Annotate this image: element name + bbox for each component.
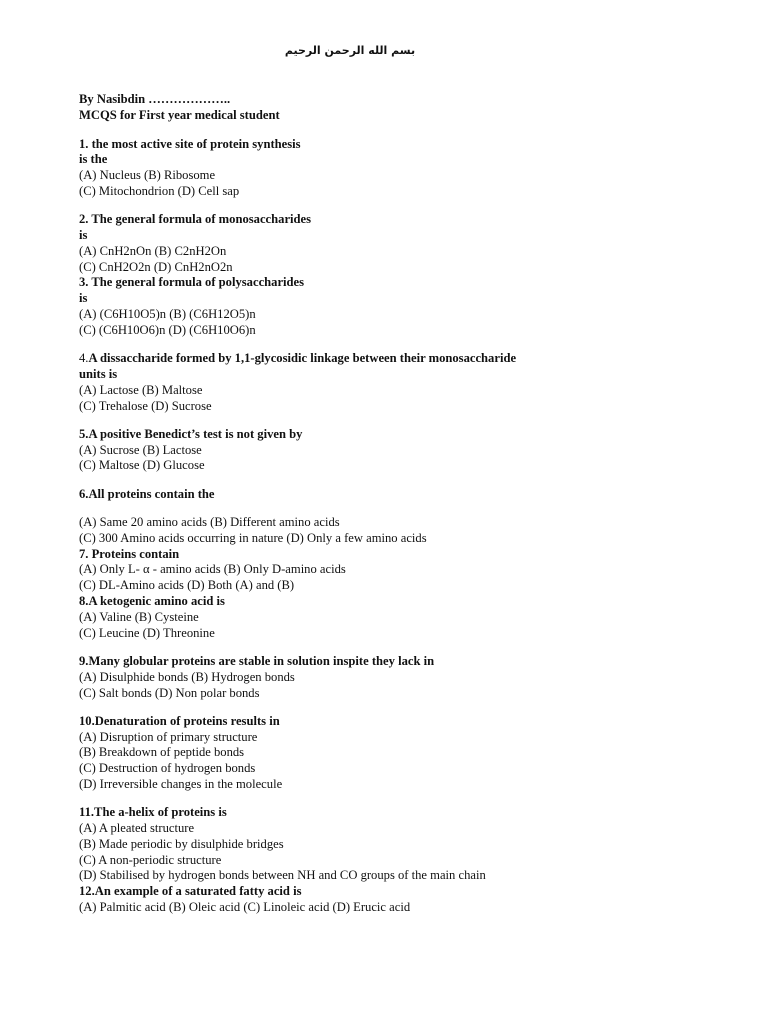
answer-option: (C) Destruction of hydrogen bonds: [79, 761, 256, 776]
question-text: 12.An example of a saturated fatty acid is: [79, 884, 302, 899]
answer-options: (A) Sucrose (B) Lactose: [79, 442, 202, 457]
answer-options: (C) (C6H10O6)n (D) (C6H10O6)n: [79, 322, 256, 337]
answer-options: (C) Leucine (D) Threonine: [79, 625, 215, 640]
question-text: 10.Denaturation of proteins results in: [79, 713, 280, 728]
question-text: 7. Proteins contain: [79, 546, 180, 561]
answer-options: (C) DL-Amino acids (D) Both (A) and (B): [79, 578, 295, 593]
author-line: By Nasibdin ………………..: [79, 92, 231, 106]
bismillah-heading: بسم الله الرحمن الرحيم: [284, 44, 416, 57]
question-2: [79, 212, 749, 275]
question-text: 3. The general formula of polysaccharides: [79, 275, 305, 290]
question-7: [79, 547, 749, 594]
answer-options: (C) CnH2O2n (D) CnH2nO2n: [79, 259, 233, 274]
document-title: MCQS for First year medical student: [79, 107, 280, 122]
answer-options: (C) 300 Amino acids occurring in nature (D) Only a few amino acids: [79, 530, 427, 545]
question-number: 4.: [79, 351, 89, 366]
question-text: units is: [79, 366, 118, 381]
question-text-line: [79, 351, 749, 367]
question-text: 11.The a-helix of proteins is: [79, 805, 227, 820]
answer-option: (A) Disruption of primary structure: [79, 729, 258, 744]
question-text: 8.A ketogenic amino acid is: [79, 594, 225, 609]
question-5: [79, 427, 749, 474]
question-11: [79, 805, 749, 884]
answer-option: (D) Irreversible changes in the molecule: [79, 776, 283, 791]
answer-options: (A) CnH2nOn (B) C2nH2On: [79, 243, 227, 258]
answer-option: (B) Breakdown of peptide bonds: [79, 745, 245, 760]
answer-option: (B) Made periodic by disulphide bridges: [79, 836, 284, 851]
answer-option: (A) A pleated structure: [79, 821, 195, 836]
question-6: [79, 487, 749, 547]
answer-options: (A) Only L- α - amino acids (B) Only D-amino acids: [79, 562, 346, 577]
answer-options: (A) Same 20 amino acids (B) Different amino acids: [79, 515, 340, 530]
question-text: 9.Many globular proteins are stable in solution inspite they lack in: [79, 653, 435, 668]
question-text: 6.All proteins contain the: [79, 486, 215, 501]
question-10: [79, 714, 749, 793]
question-4: [79, 351, 749, 414]
question-text: 1. the most active site of protein synthesis: [79, 136, 301, 151]
answer-options: (A) Lactose (B) Maltose: [79, 382, 203, 397]
question-9: [79, 654, 749, 701]
question-text: is: [79, 291, 88, 306]
answer-options: (A) Disulphide bonds (B) Hydrogen bonds: [79, 669, 295, 684]
answer-options: (C) Maltose (D) Glucose: [79, 458, 205, 473]
answer-options: (A) Palmitic acid (B) Oleic acid (C) Linoleic acid (D) Erucic acid: [79, 900, 411, 915]
question-text: A dissaccharide formed by 1,1-glycosidic linkage between their monosaccharide: [88, 351, 517, 366]
question-8: [79, 594, 749, 641]
document-body: [79, 92, 749, 916]
question-text: is: [79, 228, 88, 243]
question-text: is the: [79, 152, 108, 167]
answer-option: (C) A non-periodic structure: [79, 852, 222, 867]
question-12: [79, 884, 749, 916]
answer-options: (A) Nucleus (B) Ribosome: [79, 168, 216, 183]
answer-options: (C) Mitochondrion (D) Cell sap: [79, 183, 240, 198]
answer-options: (C) Trehalose (D) Sucrose: [79, 398, 212, 413]
answer-options: (A) (C6H10O5)n (B) (C6H12O5)n: [79, 307, 256, 322]
question-text: 5.A positive Benedict’s test is not given by: [79, 426, 303, 441]
answer-option: (D) Stabilised by hydrogen bonds between NH and CO groups of the main chain: [79, 868, 486, 883]
question-3: [79, 275, 749, 338]
question-text: 2. The general formula of monosaccharides: [79, 212, 312, 227]
answer-options: (A) Valine (B) Cysteine: [79, 609, 199, 624]
answer-options: (C) Salt bonds (D) Non polar bonds: [79, 685, 260, 700]
question-1: [79, 137, 749, 200]
